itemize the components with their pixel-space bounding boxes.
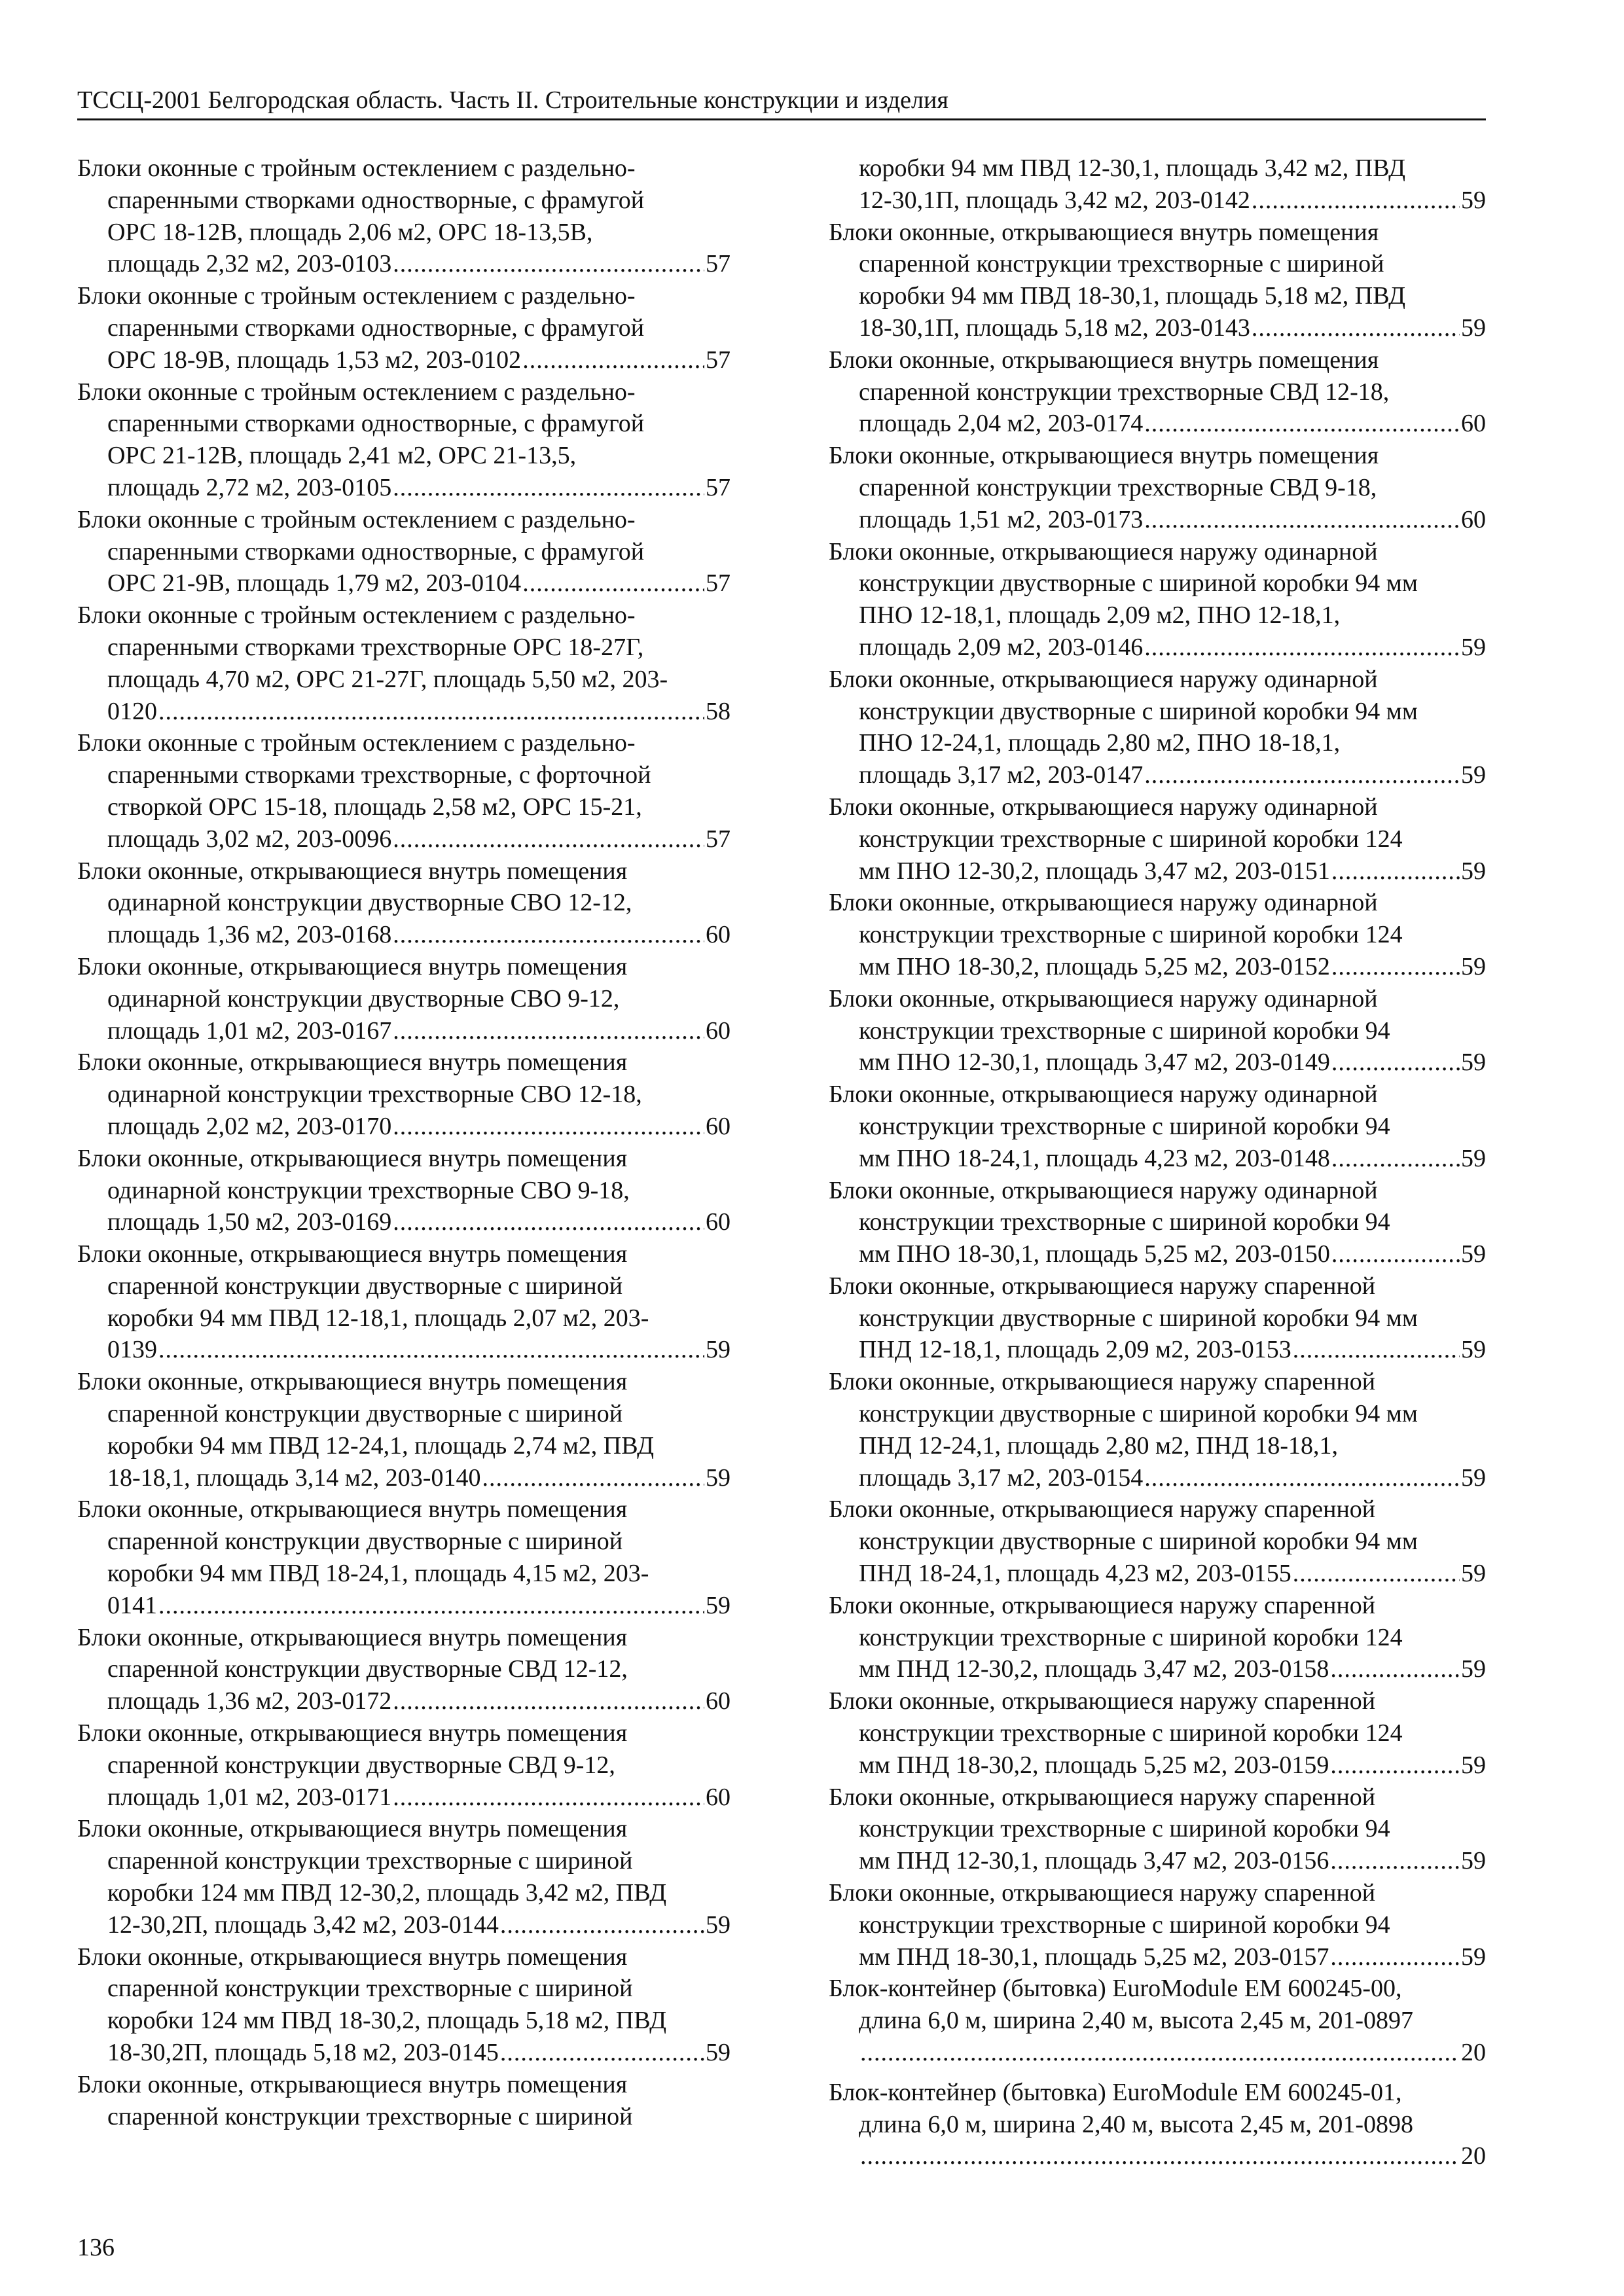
dot-leader (522, 344, 704, 376)
index-entry-leader-line (859, 1558, 1486, 1590)
index-entry-last-line: 12-30,1П, площадь 3,42 м2, 203-0142 (859, 186, 1250, 214)
index-entry-last-line: площадь 2,32 м2, 203-0103 (107, 250, 392, 278)
index-entry-page: 60 (706, 1016, 731, 1045)
index-entry-text: Блок-контейнер (бытовка) EuroModule EM 600245-00, длина 6,0 м, ширина 2,40 м, высота 2,45 м, 201-0897 (829, 1975, 1414, 2035)
index-entry (77, 152, 731, 280)
index-entry (829, 983, 1486, 1079)
index-entry-last-line: ПНД 12-18,1, площадь 2,09 м2, 203-0153 (859, 1336, 1291, 1364)
index-entry-leader-line (859, 185, 1486, 217)
index-entry-text: Блоки оконные, открывающиеся внутрь помещения спаренной конструкции трехстворные СВД 9-18, (829, 442, 1379, 501)
index-entry-text: Блоки оконные, открывающиеся внутрь помещения спаренной конструкции двустворные с шириной коробки 94 мм ПВД 18-24,1, площадь 4,15 м2, 203- (77, 1496, 649, 1588)
index-entry-text: Блоки оконные, открывающиеся внутрь помещения спаренной конструкции трехстворные СВД 12-18, (829, 346, 1390, 406)
index-entry-page: 59 (1461, 633, 1486, 661)
index-entry-text: Блоки оконные, открывающиеся наружу одинарной конструкции двустворные с шириной коробки 94 мм ПНО 12-18,1, площадь 2,09 м2, ПНО 12-18,1, (829, 537, 1418, 630)
index-entry (77, 376, 731, 504)
index-entry-page: 60 (706, 921, 731, 949)
index-entry (77, 280, 731, 376)
dot-leader (393, 823, 704, 855)
index-entry-page: 57 (706, 569, 731, 598)
index-entry-last-line: 18-30,1П, площадь 5,18 м2, 203-0143 (859, 314, 1250, 342)
dot-leader (393, 472, 704, 504)
index-entry-leader-line (859, 1462, 1486, 1494)
index-entry-last-line: мм ПНД 12-30,1, площадь 3,47 м2, 203-0156 (859, 1847, 1329, 1875)
index-entry-page: 59 (1461, 314, 1486, 342)
dot-leader (1144, 504, 1460, 536)
index-entry-last-line: площадь 1,51 м2, 203-0173 (859, 505, 1144, 533)
index-entry-text: Блоки оконные, открывающиеся наружу одинарной конструкции трехстворные с шириной коробки 94 (829, 1081, 1390, 1140)
index-entry (77, 1941, 731, 2069)
dot-leader (1331, 1238, 1460, 1270)
index-entry-leader-line (107, 248, 731, 280)
dot-leader (1144, 1462, 1460, 1494)
index-entry-page: 59 (706, 1336, 731, 1364)
index-entry-page: 57 (706, 473, 731, 501)
index-entry-text: Блоки оконные, открывающиеся внутрь помещения одинарной конструкции двустворные СВО 12-12, (77, 857, 632, 917)
index-entry-page: 59 (1461, 1751, 1486, 1779)
index-entry-page: 59 (706, 1463, 731, 1492)
index-entry-leader-line (107, 696, 731, 728)
index-entry-last-line: 0139 (107, 1336, 157, 1364)
index-entry-last-line: 12-30,2П, площадь 3,42 м2, 203-0144 (107, 1910, 499, 1939)
index-entry-text: Блоки оконные с тройным остеклением с раздельно- спаренными створками одностворные, с фрамугой ОРС 21-12В, площадь 2,41 м2, ОРС 21-13,5, (77, 378, 645, 470)
index-entry-page: 59 (1461, 761, 1486, 789)
index-entry-last-line: площадь 1,36 м2, 203-0172 (107, 1687, 392, 1715)
index-entry-page: 60 (706, 1687, 731, 1715)
index-entry-leader-line (107, 1015, 731, 1047)
index-entry-page: 60 (1461, 505, 1486, 533)
index-entry-last-line: площадь 2,04 м2, 203-0174 (859, 410, 1144, 438)
index-entry-last-line: 0141 (107, 1591, 157, 1619)
index-entry-page: 59 (1461, 1655, 1486, 1683)
dot-leader (1144, 759, 1460, 791)
index-entry-last-line: мм ПНД 18-30,2, площадь 5,25 м2, 203-0159 (859, 1751, 1329, 1779)
dot-leader (1331, 1047, 1460, 1079)
index-entry-leader-line (107, 567, 731, 600)
index-entry-text: Блоки оконные, открывающиеся наружу спаренной конструкции трехстворные с шириной коробки 94 (829, 1783, 1390, 1843)
index-entry-page: 58 (706, 697, 731, 725)
index-entry-leader-line (859, 632, 1486, 664)
index-entry (829, 1175, 1486, 1270)
index-entry-leader-line (859, 2037, 1486, 2069)
dot-leader (393, 1206, 704, 1238)
index-entry-leader-line (859, 1941, 1486, 1973)
index-entry-text: Блоки оконные, открывающиеся внутрь помещения спаренной конструкции двустворные СВД 12-12, (77, 1623, 628, 1683)
index-entry (829, 1366, 1486, 1494)
index-entry-last-line: площадь 3,17 м2, 203-0147 (859, 761, 1144, 789)
index-entry (77, 600, 731, 727)
index-entry (829, 1494, 1486, 1589)
index-entry-last-line: площадь 3,02 м2, 203-0096 (107, 825, 392, 853)
index-entry-page: 60 (706, 1112, 731, 1140)
dot-leader (393, 919, 704, 951)
index-entry-leader-line (107, 1782, 731, 1814)
index-entry-leader-line (107, 1111, 731, 1143)
index-entry-page: 59 (1461, 857, 1486, 885)
dot-leader (158, 696, 704, 728)
index-entry-last-line: мм ПНО 18-30,2, площадь 5,25 м2, 203-0152 (859, 952, 1330, 980)
index-entry-text: Блоки оконные, открывающиеся внутрь помещения спаренной конструкции трехстворные с шириной коробки 124 мм ПВД 18-30,2, площадь 5,18 м2, ПВД (77, 1943, 667, 2035)
index-entry-text: Блоки оконные, открывающиеся внутрь помещения спаренной конструкции трехстворные с шириной коробки 124 мм ПВД 12-30,2, площадь 3,42 м2, ПВД (77, 1815, 667, 1907)
index-entry-leader-line (107, 1909, 731, 1941)
index-entry-last-line: мм ПНО 18-24,1, площадь 4,23 м2, 203-0148 (859, 1144, 1330, 1172)
index-entry-text: Блоки оконные, открывающиеся внутрь помещения спаренной конструкции трехстворные с шириной (77, 2070, 633, 2130)
dot-leader (1330, 1845, 1460, 1877)
index-entry (77, 1143, 731, 1238)
index-entry (77, 1047, 731, 1142)
index-entry-last-line: мм ПНО 12-30,2, площадь 3,47 м2, 203-0151 (859, 857, 1330, 885)
dot-leader (1331, 951, 1460, 983)
index-entry-last-line: площадь 2,72 м2, 203-0105 (107, 473, 392, 501)
dot-leader (393, 1111, 704, 1143)
index-entry-leader-line (107, 823, 731, 855)
index-entry (77, 855, 731, 951)
dot-leader (393, 1685, 704, 1717)
index-entry-page: 59 (1461, 952, 1486, 980)
index-entry-last-line: площадь 2,09 м2, 203-0146 (859, 633, 1144, 661)
index-entry (829, 1973, 1486, 2068)
dot-leader (158, 1334, 704, 1366)
index-entry (829, 1270, 1486, 1366)
index-entry-last-line: площадь 1,01 м2, 203-0171 (107, 1783, 392, 1811)
index-entry-leader-line (859, 312, 1486, 344)
index-entry (77, 504, 731, 600)
index-entry-page: 59 (1461, 1240, 1486, 1268)
index-entry-leader-line (859, 1653, 1486, 1685)
index-entry-page: 60 (706, 1783, 731, 1811)
running-header: ТССЦ-2001 Белгородская область. Часть II. Строительные конструкции и изделия (77, 86, 948, 114)
index-entry-text: Блок-контейнер (бытовка) EuroModule EM 600245-01, длина 6,0 м, ширина 2,40 м, высота 2,45 м, 201-0898 (829, 2078, 1414, 2138)
index-entry-leader-line (859, 1334, 1486, 1366)
index-entry-page: 59 (1461, 1560, 1486, 1588)
index-entry-page: 20 (1461, 2142, 1486, 2170)
index-entry-text: Блоки оконные с тройным остеклением с раздельно- спаренными створками трехстворные, с форточной створкой ОРС 15-18, площадь 2,58 м2, ОРС 15-21, (77, 729, 651, 821)
index-entry (829, 2077, 1486, 2172)
index-entry-text: Блоки оконные, открывающиеся внутрь помещения спаренной конструкции двустворные СВД 9-12, (77, 1719, 628, 1779)
dot-leader (1331, 1143, 1460, 1175)
index-entry-page: 20 (1461, 2039, 1486, 2067)
index-entry-last-line: мм ПНД 18-30,1, площадь 5,25 м2, 203-0157 (859, 1943, 1329, 1971)
index-entry-last-line: ПНД 18-24,1, площадь 4,23 м2, 203-0155 (859, 1560, 1291, 1588)
index-entry (829, 1079, 1486, 1174)
index-entry-leader-line (107, 2037, 731, 2069)
index-entry (77, 1717, 731, 1813)
dot-leader (1293, 1334, 1460, 1366)
index-entry-leader-line (859, 855, 1486, 888)
index-entry-leader-line (107, 1206, 731, 1238)
index-entry (77, 2069, 731, 2133)
index-entry-text: Блоки оконные, открывающиеся наружу одинарной конструкции трехстворные с шириной коробки 94 (829, 1176, 1390, 1236)
index-entry-text: Блоки оконные, открывающиеся внутрь помещения спаренной конструкции трехстворные с шириной коробки 94 мм ПВД 18-30,1, площадь 5,18 м2, ПВД (829, 218, 1406, 310)
index-entry (829, 1685, 1486, 1781)
index-entry-last-line: 18-30,2П, площадь 5,18 м2, 203-0145 (107, 2039, 499, 2067)
index-entry-text: Блоки оконные, открывающиеся наружу спаренной конструкции двустворные с шириной коробки 94 мм (829, 1272, 1418, 1332)
index-entry-leader-line (859, 408, 1486, 440)
index-entry-last-line: мм ПНО 18-30,1, площадь 5,25 м2, 203-0150 (859, 1240, 1330, 1268)
index-entry-last-line: площадь 1,01 м2, 203-0167 (107, 1016, 392, 1045)
index-entry-leader-line (107, 344, 731, 376)
dot-leader (393, 248, 704, 280)
index-entry (829, 152, 1486, 217)
dot-leader (482, 1462, 704, 1494)
index-entry (77, 1813, 731, 1941)
index-entry-leader-line (107, 919, 731, 951)
index-entry-page: 59 (1461, 1463, 1486, 1492)
dot-leader (393, 1015, 704, 1047)
index-entry-leader-line (859, 1749, 1486, 1782)
index-entry-text: Блоки оконные, открывающиеся внутрь помещения спаренной конструкции двустворные с шириной коробки 94 мм ПВД 12-18,1, площадь 2,07 м2, 203- (77, 1240, 649, 1332)
index-entry (829, 344, 1486, 440)
index-entry-text: Блоки оконные, открывающиеся внутрь помещения одинарной конструкции трехстворные СВО 12-18, (77, 1049, 642, 1109)
index-entry-page: 59 (1461, 186, 1486, 214)
index-entry-text: Блоки оконные, открывающиеся внутрь помещения одинарной конструкции двустворные СВО 9-12, (77, 952, 628, 1013)
index-entry-text: Блоки оконные, открывающиеся наружу спаренной конструкции двустворные с шириной коробки 94 мм (829, 1496, 1418, 1556)
index-entry (77, 727, 731, 855)
index-entry-page: 59 (706, 1591, 731, 1619)
index-entry (77, 1366, 731, 1494)
index-column-left (77, 152, 731, 2132)
header-rule (77, 118, 1486, 120)
index-entry-leader-line (859, 1238, 1486, 1270)
index-entry (77, 1622, 731, 1717)
index-entry-leader-line (859, 1047, 1486, 1079)
index-entry-leader-line (859, 1845, 1486, 1877)
dot-leader (1252, 312, 1460, 344)
index-entry-text: Блоки оконные, открывающиеся внутрь помещения одинарной конструкции трехстворные СВО 9-18, (77, 1144, 630, 1204)
dot-leader (1330, 1749, 1460, 1782)
index-entry-last-line: мм ПНО 12-30,1, площадь 3,47 м2, 203-0149 (859, 1049, 1330, 1077)
index-entry (829, 887, 1486, 982)
index-entry-text: Блоки оконные с тройным остеклением с раздельно- спаренными створками одностворные, с фрамугой (77, 282, 645, 342)
index-entry-text: Блоки оконные, открывающиеся наружу спаренной конструкции трехстворные с шириной коробки 124 (829, 1687, 1403, 1748)
dot-leader (1330, 1653, 1460, 1685)
index-entry-page: 57 (706, 825, 731, 853)
index-entry-page: 57 (706, 250, 731, 278)
index-entry-leader-line (859, 2140, 1486, 2172)
dot-leader (500, 1909, 704, 1941)
index-entry-page: 60 (1461, 410, 1486, 438)
index-entry-page: 59 (706, 1910, 731, 1939)
index-entry (829, 440, 1486, 535)
index-entry (829, 1877, 1486, 1973)
index-entry-text: Блоки оконные с тройным остеклением с раздельно- спаренными створками одностворные, с фрамугой (77, 505, 645, 565)
dot-leader (860, 2140, 1460, 2172)
dot-leader (158, 1590, 704, 1622)
index-entry (77, 1238, 731, 1366)
index-entry-last-line: площадь 3,17 м2, 203-0154 (859, 1463, 1144, 1492)
index-entry (829, 1590, 1486, 1685)
index-entry (829, 1782, 1486, 1877)
index-entry-last-line: площадь 2,02 м2, 203-0170 (107, 1112, 392, 1140)
index-entry-leader-line (859, 504, 1486, 536)
index-entry (829, 217, 1486, 344)
index-entry-last-line: ОРС 18-9В, площадь 1,53 м2, 203-0102 (107, 346, 522, 374)
index-entry-text: Блоки оконные, открывающиеся наружу одинарной конструкции двустворные с шириной коробки 94 мм ПНО 12-24,1, площадь 2,80 м2, ПНО 18-18,1, (829, 665, 1418, 757)
index-entry-text: Блоки оконные с тройным остеклением с раздельно- спаренными створками трехстворные ОРС 18-27Г, площадь 4,70 м2, ОРС 21-27Г, площадь 5,50 м2, 203- (77, 601, 668, 693)
index-entry-page: 59 (1461, 1049, 1486, 1077)
index-entry-page: 59 (706, 2039, 731, 2067)
index-entry-page: 59 (1461, 1943, 1486, 1971)
index-column-right (829, 152, 1486, 2172)
dot-leader (522, 567, 704, 600)
index-entry-last-line: площадь 1,50 м2, 203-0169 (107, 1208, 392, 1236)
index-entry-leader-line (107, 1334, 731, 1366)
index-entry-text: Блоки оконные, открывающиеся внутрь помещения спаренной конструкции двустворные с шириной коробки 94 мм ПВД 12-24,1, площадь 2,74 м2, ПВД (77, 1368, 655, 1460)
index-entry-leader-line (859, 759, 1486, 791)
index-entry-last-line: 0120 (107, 697, 157, 725)
index-entry-last-line: площадь 1,36 м2, 203-0168 (107, 921, 392, 949)
index-entry-text: Блоки оконные, открывающиеся наружу одинарной конструкции трехстворные с шириной коробки 124 (829, 889, 1403, 949)
dot-leader (1144, 408, 1460, 440)
index-entry-page: 59 (1461, 1336, 1486, 1364)
dot-leader (500, 2037, 704, 2069)
index-entry-leader-line (107, 1590, 731, 1622)
index-entry (829, 791, 1486, 887)
index-entry (77, 1494, 731, 1621)
index-entry-leader-line (859, 1143, 1486, 1175)
index-entry (77, 951, 731, 1047)
dot-leader (1330, 1941, 1460, 1973)
dot-leader (393, 1782, 704, 1814)
index-entry-last-line: мм ПНД 12-30,2, площадь 3,47 м2, 203-0158 (859, 1655, 1329, 1683)
index-entry-text: Блоки оконные, открывающиеся наружу спаренной конструкции трехстворные с шириной коробки 94 (829, 1879, 1390, 1939)
dot-leader (1293, 1558, 1460, 1590)
dot-leader (1252, 185, 1460, 217)
index-entry (829, 536, 1486, 664)
index-entry-page: 57 (706, 346, 731, 374)
index-entry-text: Блоки оконные, открывающиеся наружу спаренной конструкции трехстворные с шириной коробки 124 (829, 1591, 1403, 1651)
dot-leader (1144, 632, 1460, 664)
index-entry-page: 60 (706, 1208, 731, 1236)
index-entry-last-line: ОРС 21-9В, площадь 1,79 м2, 203-0104 (107, 569, 522, 598)
index-entry-text: коробки 94 мм ПВД 12-30,1, площадь 3,42 м2, ПВД (859, 154, 1406, 182)
index-entry-page: 59 (1461, 1847, 1486, 1875)
index-entry-last-line: 18-18,1, площадь 3,14 м2, 203-0140 (107, 1463, 481, 1492)
index-entry-text: Блоки оконные, открывающиеся наружу одинарной конструкции трехстворные с шириной коробки 94 (829, 984, 1390, 1045)
dot-leader (1331, 855, 1460, 888)
index-entry (829, 664, 1486, 791)
index-entry-leader-line (107, 472, 731, 504)
index-entry-page: 59 (1461, 1144, 1486, 1172)
index-entry-text: Блоки оконные, открывающиеся наружу спаренной конструкции двустворные с шириной коробки 94 мм ПНД 12-24,1, площадь 2,80 м2, ПНД 18-18,1, (829, 1368, 1418, 1460)
index-entry-leader-line (107, 1685, 731, 1717)
index-entry-leader-line (859, 951, 1486, 983)
dot-leader (860, 2037, 1460, 2069)
index-entry-text: Блоки оконные, открывающиеся наружу одинарной конструкции трехстворные с шириной коробки 124 (829, 793, 1403, 853)
index-entry-text: Блоки оконные с тройным остеклением с раздельно- спаренными створками одностворные, с фрамугой ОРС 18-12В, площадь 2,06 м2, ОРС 18-13,5В, (77, 154, 645, 246)
index-entry-leader-line (107, 1462, 731, 1494)
page-number: 136 (77, 2234, 115, 2261)
